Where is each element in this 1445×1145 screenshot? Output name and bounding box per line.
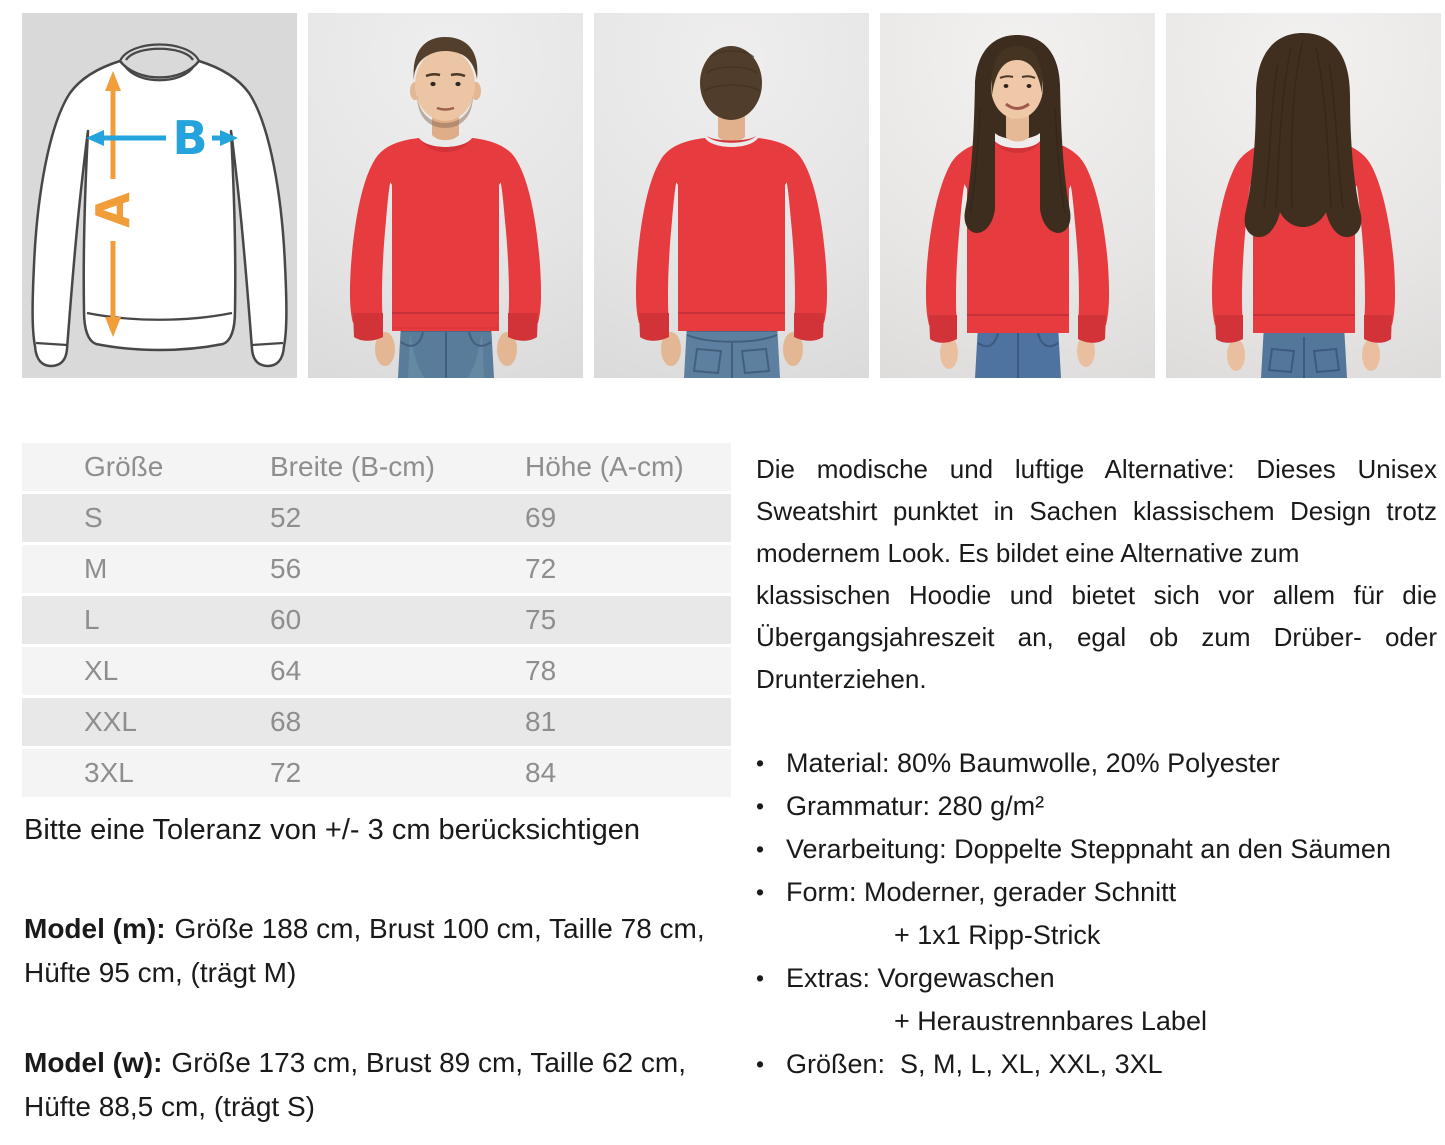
- model-male-label: Model (m):: [24, 913, 166, 944]
- tolerance-note: Bitte eine Toleranz von +/- 3 cm berücksichtigen: [24, 814, 641, 846]
- table-row: M 56 72: [22, 545, 731, 593]
- description-line: Drunterziehen.: [756, 664, 927, 694]
- male-model-front-illustration: [308, 13, 583, 378]
- photo-male-model-front: [308, 13, 583, 378]
- product-description: [756, 448, 1437, 700]
- feature-workmanship: • Verarbeitung: Doppelte Steppnaht an den Säumen: [756, 828, 1437, 871]
- description-line: Übergangsjahreszeit an, egal ob zum Drüber- oder: [756, 622, 1437, 652]
- image-gallery: [22, 13, 1441, 378]
- model-info-male: [24, 907, 727, 995]
- col-header-size: Größe: [84, 451, 164, 482]
- sweatshirt-measurement-diagram: [22, 13, 297, 378]
- description-line: modernem Look. Es bildet eine Alternative zum: [756, 538, 1300, 568]
- bullet-icon: •: [756, 750, 765, 776]
- table-row: S 52 69: [22, 494, 731, 542]
- model-info-female: [24, 1041, 727, 1129]
- feature-form-extra: + 1x1 Ripp-Strick: [894, 920, 1101, 950]
- table-row: L 60 75: [22, 596, 731, 644]
- bullet-icon: •: [756, 1051, 765, 1077]
- model-male-details: Größe 188 cm, Brust 100 cm, Taille 78 cm, Hüfte 95 cm, (trägt M): [24, 913, 705, 988]
- description-line: Die modische und luftige Alternative: Dieses Unisex: [756, 454, 1437, 484]
- size-table-header-row: [22, 443, 731, 491]
- feature-material: • Material: 80% Baumwolle, 20% Polyester: [756, 742, 1437, 785]
- female-model-front-illustration: [880, 13, 1155, 378]
- size-table: [22, 440, 731, 800]
- product-description-column: [756, 448, 1437, 1086]
- table-row: XXL 68 81: [22, 698, 731, 746]
- bullet-icon: •: [756, 836, 765, 862]
- feature-list: [756, 742, 1437, 1086]
- size-diagram-panel: [22, 13, 297, 378]
- photo-female-model-front: [880, 13, 1155, 378]
- bullet-icon: •: [756, 965, 765, 991]
- feature-form: • Form: Moderner, gerader Schnitt: [756, 871, 1437, 914]
- size-info-column: [22, 440, 731, 1129]
- label-b: B: [172, 111, 208, 165]
- photo-female-model-back: [1166, 13, 1441, 378]
- description-line: klassischen Hoodie und bietet sich vor allem für die: [756, 580, 1437, 610]
- label-a: A: [86, 192, 140, 228]
- col-header-height: Höhe (A-cm): [525, 451, 684, 482]
- photo-male-model-back: [594, 13, 869, 378]
- table-row: XL 64 78: [22, 647, 731, 695]
- feature-grammage: • Grammatur: 280 g/m²: [756, 785, 1437, 828]
- col-header-width: Breite (B-cm): [270, 451, 435, 482]
- feature-sizes: • Größen: S, M, L, XL, XXL, 3XL: [756, 1043, 1437, 1086]
- female-model-back-illustration: [1166, 13, 1441, 378]
- description-line: Sweatshirt punktet in Sachen klassischem Design trotz: [756, 496, 1437, 526]
- table-row: 3XL 72 84: [22, 749, 731, 797]
- bullet-icon: •: [756, 879, 765, 905]
- feature-extras: • Extras: Vorgewaschen: [756, 957, 1437, 1000]
- model-female-details: Größe 173 cm, Brust 89 cm, Taille 62 cm, Hüfte 88,5 cm, (trägt S): [24, 1047, 686, 1122]
- bullet-icon: •: [756, 793, 765, 819]
- model-female-label: Model (w):: [24, 1047, 163, 1078]
- male-model-back-illustration: [594, 13, 869, 378]
- feature-extras-extra: + Heraustrennbares Label: [894, 1006, 1207, 1036]
